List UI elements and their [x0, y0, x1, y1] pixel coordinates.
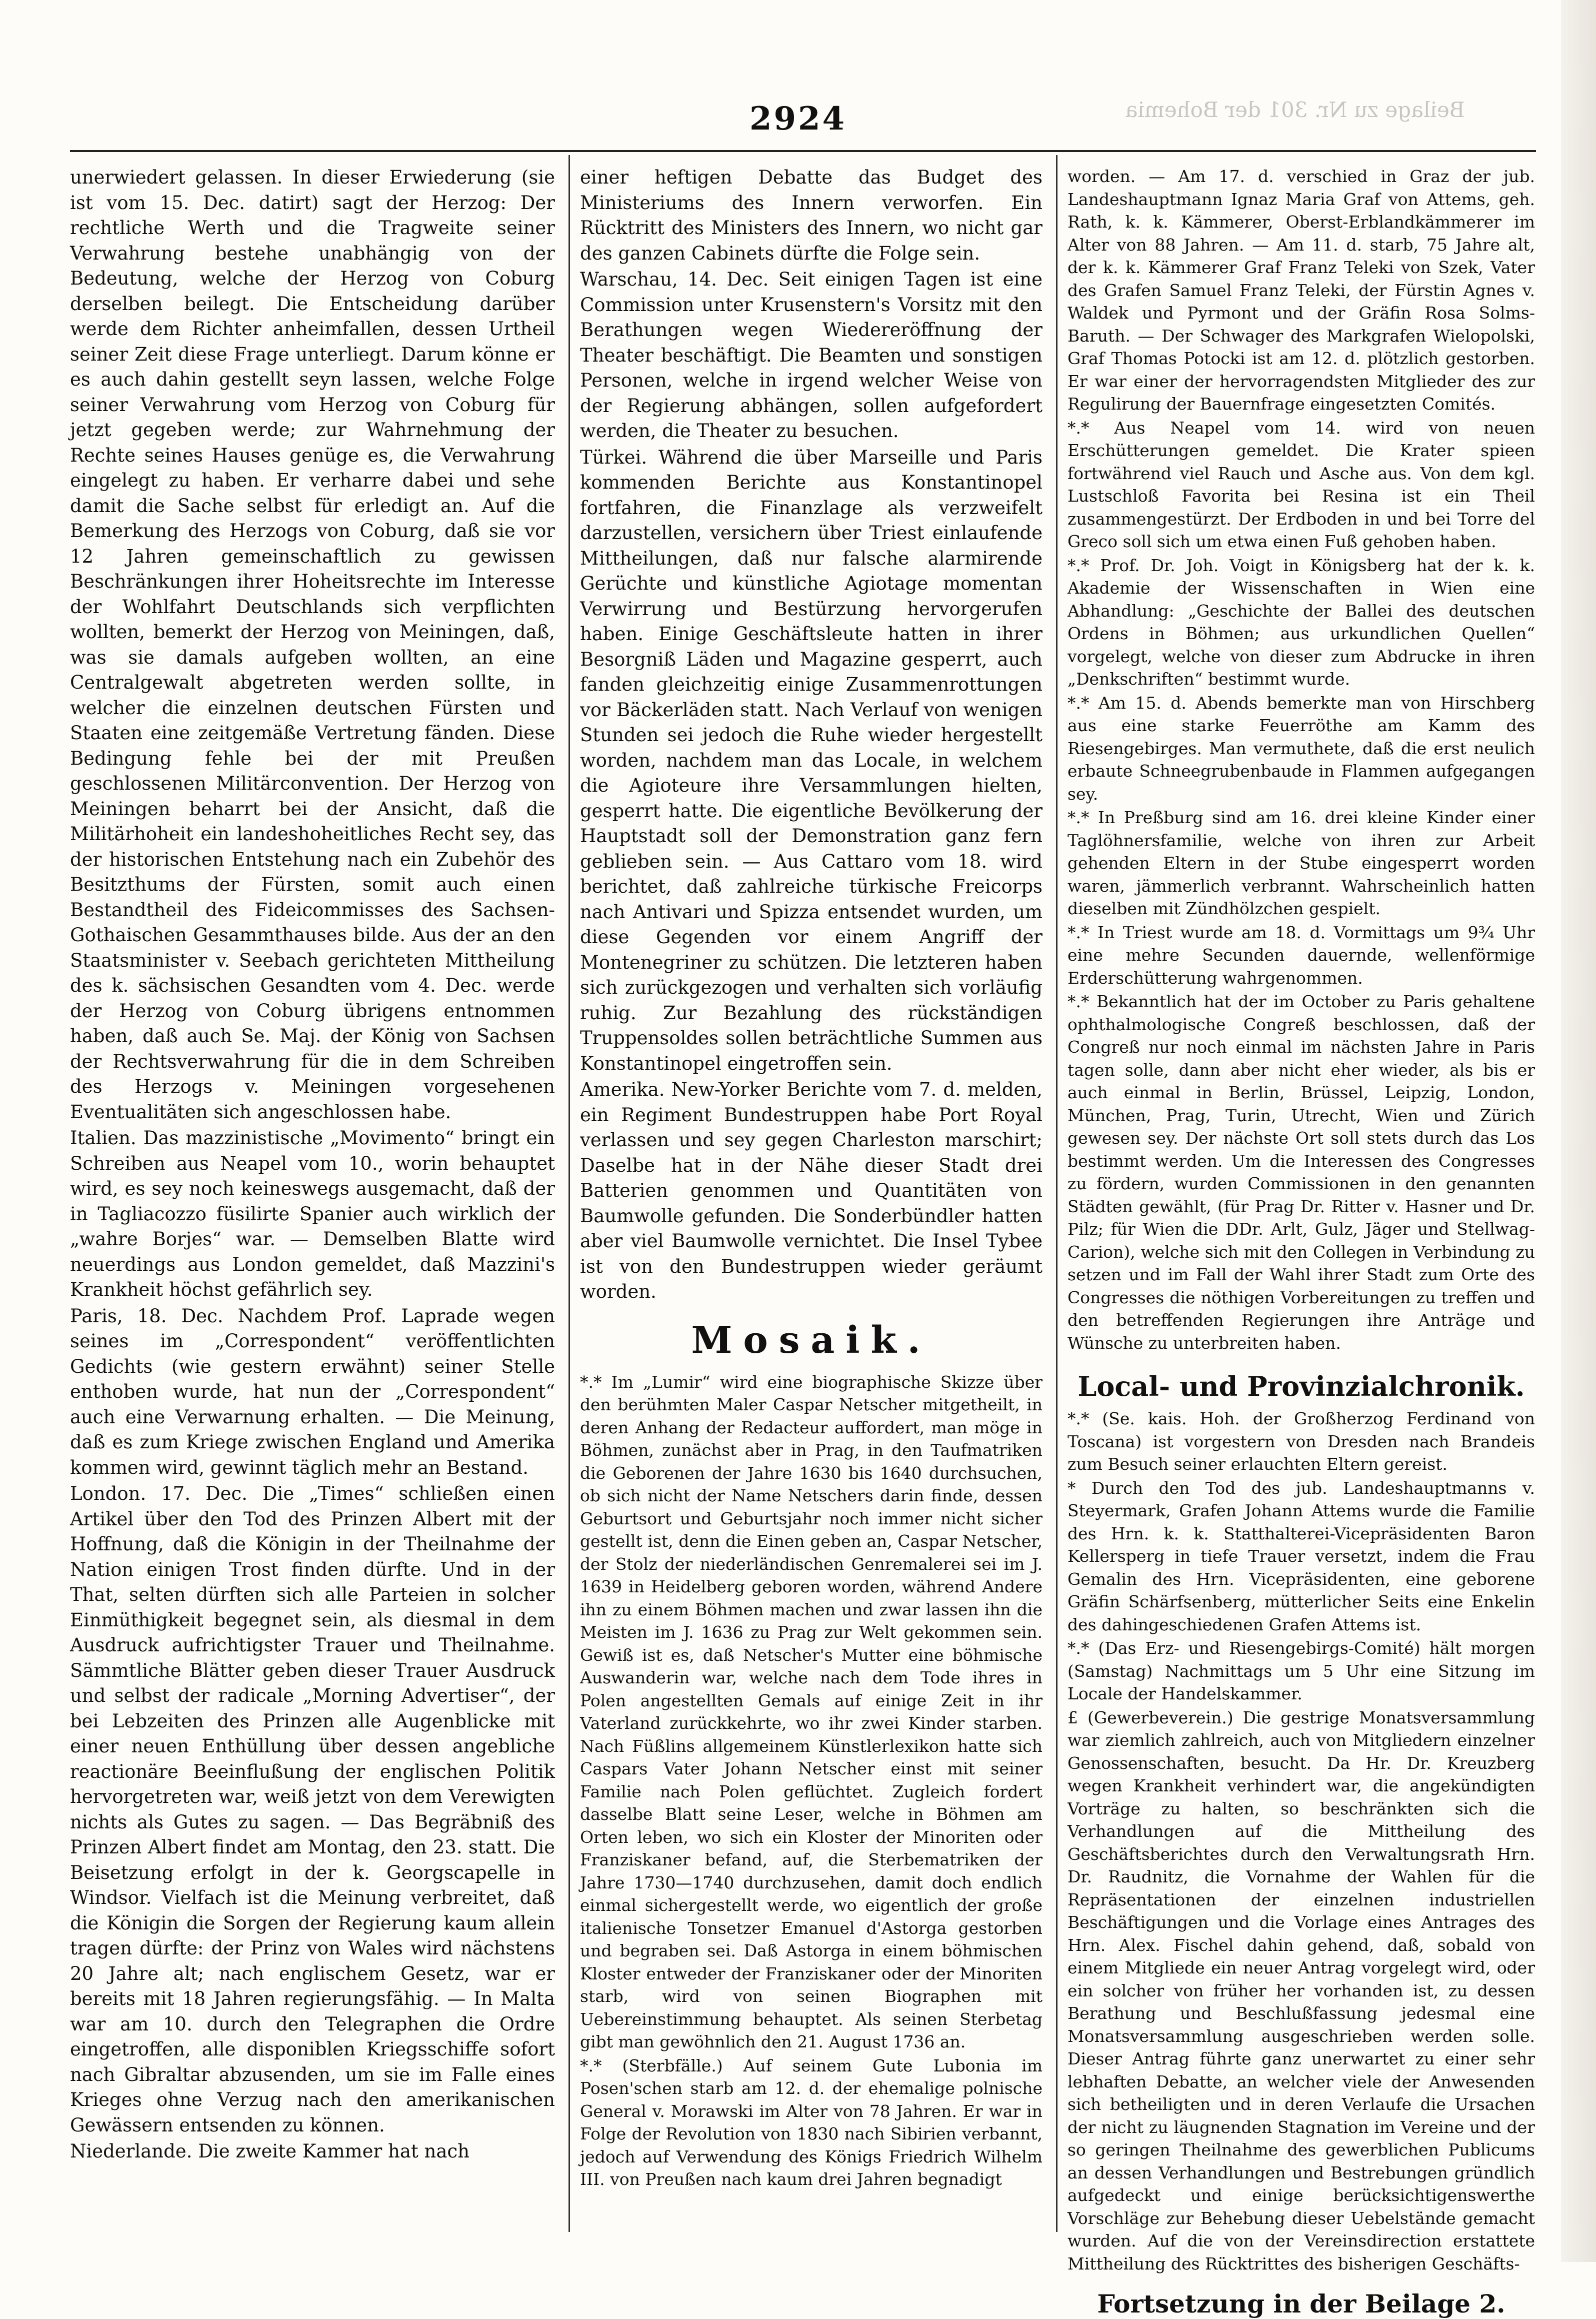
article-paris: Paris, 18. Dec. Nachdem Prof. Laprade wegen seines im „Correspondent“ veröffentlichten Gedichts (wie gestern erwähnt) seiner Stelle enthoben wurde, hat nun der „Correspondent“ auch eine Verwarnung erhalten. — Die Meinung, daß es zum Kriege zwischen England und Amerika kommen wird, gewinnt täglich mehr an Bestand.: [70, 1305, 555, 1478]
mosaik-item: *.* Im „Lumir“ wird eine biographische Skizze über den berühmten Maler Caspar Netscher mitgetheilt, in deren Anhang der Redacteur auffordert, man möge in Böhmen, zunächst aber in Prag, in den Taufmatriken die Geborenen der Jahre 1630 bis 1640 durchsuchen, ob sich nicht der Name Netschers darin finde, dessen Geburtsort und Geburtsjahr noch immer nicht sicher gestellt ist, denn die Einen geben an, Caspar Netscher, der Stolz der niederländischen Genremalerei sei im J. 1639 in Heidelberg geboren worden, während Andere ihn zu einem Böhmen machen und zwar lassen ihn die Meisten im J. 1636 zu Prag zur Welt gekommen sein. Gewiß ist es, daß Netscher's Mutter eine böhmische Auswanderin war, welche nach dem Tode ihres in Polen angestellten Gemals auf einige Zeit in ihr Vaterland zurückkehrte, wo ihr zwei Kinder starben. Nach Füßlins allgemeinem Künstlerlexikon hatte sich Caspars Vater Johann Netscher einst mit seiner Familie nach Polen geflüchtet. Zugleich fordert dasselbe Blatt seine Leser, welche in Böhmen am Orten leben, wo sich ein Kloster der Minoriten oder Franziskaner befand, auf, die Sterbematriken der Jahre 1730—1740 durchzusehen, damit doch endlich einmal sichergestellt werde, wo eigentlich der große italienische Tonsetzer Emanuel d'Astorga gestorben und begraben sei. Daß Astorga in einem böhmischen Kloster entweder der Franziskaner oder der Minoriten starb, wird von seinen Biographen mit Uebereinstimmung behauptet. Als seinen Sterbetag gibt man gewöhnlich den 21. August 1736 an.: [580, 1372, 1042, 2051]
news-item: *.* Am 15. d. Abends bemerkte man von Hirschberg aus eine starke Feuerröthe am Kamm des Riesengebirges. Man vermuthete, daß die erst neulich erbaute Schneegrubenbaude in Flammen aufgegangen sey.: [1068, 693, 1535, 804]
bleed-through-text: Beilage zu Nr. 301 der Bohemia: [1125, 98, 1465, 122]
article-warschau: Warschau, 14. Dec. Seit einigen Tagen ist eine Commission unter Krusenstern's Vorsitz mit den Berathungen wegen Wiedereröffnung der Theater beschäftigt. Die Beamten und sonstigen Personen, welche in irgend welcher Weise von der Regierung abhängen, sollen aufgefordert werden, die Theater zu besuchen.: [580, 269, 1042, 442]
article-italien: Italien. Das mazzinistische „Movimento“ bringt ein Schreiben aus Neapel vom 10., worin behauptet wird, es sey noch keineswegs ausgemacht, daß der in Tagliacozzo füsilirte Spanier auch wirklich der „wahre Borjes“ war. — Demselben Blatte wird neuerdings aus London gemeldet, daß Mazzini's Krankheit höchst gefährlich sey.: [70, 1127, 555, 1300]
column-rule-2: [1056, 155, 1058, 2232]
section-title-mosaik: Mosaik.: [691, 1318, 932, 1362]
column-rule-1: [568, 155, 570, 2232]
news-item: *.* In Triest wurde am 18. d. Vormittags um 9¾ Uhr eine mehre Secunden dauernde, wellenförmige Erderschütterung wahrgenommen.: [1068, 922, 1535, 988]
article-niederlande: Niederlande. Die zweite Kammer hat nach: [70, 2140, 470, 2162]
chronik-item: *.* (Das Erz- und Riesengebirgs-Comité) hält morgen (Samstag) Nachmittags um 5 Uhr eine Sitzung im Locale der Handelskammer.: [1068, 1638, 1535, 1703]
article-tuerkei: Türkei. Während die über Marseille und Paris kommenden Berichte aus Konstantinopel fortfahren, die Finanzlage als verzweifelt darzustellen, versichern über Triest einlaufende Mittheilungen, daß nur falsche alarmirende Gerüchte und künstliche Agiotage momentan Verwirrung und Bestürzung hervorgerufen haben. Einige Geschäftsleute hatten in ihrer Besorgniß Läden und Magazine gesperrt, auch fanden gleichzeitig einige Zusammenrottungen vor Bäckerläden statt. Nach Verlauf von wenigen Stunden sei jedoch die Ruhe wieder hergestellt worden, nachdem man das Locale, in welchem die Agioteure ihre Versammlungen hielten, gesperrt hatte. Die eigentliche Bevölkerung der Hauptstadt soll der Demonstration ganz fern geblieben sein. — Aus Cattaro vom 18. wird berichtet, daß zahlreiche türkische Freicorps nach Antivari und Spizza entsendet wurden, um diese Gegenden vor einem Angriff der Montenegriner zu schützen. Die letzteren haben sich zurückgezogen und verhalten sich vorläufig ruhig. Zur Bezahlung des rückständigen Truppensoldes sollen beträchtliche Summen aus Konstantinopel eingetroffen sein.: [580, 446, 1042, 1074]
article-amerika: Amerika. New-Yorker Berichte vom 7. d. melden, ein Regiment Bundestruppen habe Port Royal verlassen und sey gegen Charleston marschirt; Daselbe hat in der Nähe dieser Stadt drei Batterien genommen und Quantitäten von Baumwolle gefunden. Die Sonderbündler hatten aber viel Baumwolle vernichtet. Die Insel Tybee ist von den Bundestruppen wieder geräumt worden.: [580, 1079, 1042, 1302]
page-edge-shadow: [1561, 0, 1596, 2262]
column-3: [1068, 165, 1535, 2318]
mosaik-item: *.* (Sterbfälle.) Auf seinem Gute Lubonia im Posen'schen starb am 12. d. der ehemalige polnische General v. Morawski im Alter von 78 Jahren. Er war in Folge der Revolution von 1830 nach Sibirien verbannt, jedoch auf Verwendung des Königs Friedrich Wilhelm III. von Preußen nach kaum drei Jahren begnadigt: [580, 2055, 1042, 2189]
news-item: *.* Bekanntlich hat der im October zu Paris gehaltene ophthalmologische Congreß beschlossen, daß der Congreß nur noch einmal im nächsten Jahre in Paris tagen solle, dann aber nicht eher wieder, als bis er auch einmal in Berlin, Brüssel, Leipzig, London, München, Prag, Turin, Utrecht, Wien und Zürich gewesen sey. Der nächste Ort soll stets durch das Los bestimmt werden. Um die Interessen des Congresses zu fördern, wurden Commissionen in den genannten Städten gewählt, (für Prag Dr. Ritter v. Hasner und Dr. Pilz; für Wien die DDr. Arlt, Gulz, Jäger und Stellwag-Carion), welche sich mit den Collegen in Verbindung zu setzen und im Fall der Wahl ihrer Stadt zum Orte des Congresses die nöthigen Vorbereitungen zu treffen und den betreffenden Regierungen ihre Anträge und Wünsche zu unterbreiten haben.: [1068, 992, 1535, 1353]
news-item: *.* Prof. Dr. Joh. Voigt in Königsberg hat der k. k. Akademie der Wissenschaften in Wien eine Abhandlung: „Geschichte der Ballei des deutschen Ordens in Böhmen; aus urkundlichen Quellen“ vorgelegt, welche von dieser zum Abdrucke in ihren „Denkschriften“ bestimmt wurde.: [1068, 555, 1535, 689]
news-item: *.* In Preßburg sind am 16. drei kleine Kinder einer Taglöhnersfamilie, welche von ihren zur Arbeit gehenden Eltern in der Stube eingesperrt worden waren, jämmerlich verbrannt. Wahrscheinlich hatten dieselben mit Zündhölzchen gespielt.: [1068, 808, 1535, 918]
chronik-item: * Durch den Tod des jub. Landeshauptmanns v. Steyermark, Grafen Johann Attems wurde die Familie des Hrn. k. k. Statthalterei-Vicepräsidenten Baron Kellersperg in tiefe Trauer versetzt, indem die Frau Gemalin des Hrn. Vicepräsidenten, eine geborene Gräfin Schärfsenberg, mütterlicher Seits eine Enkelin des dahingeschiedenen Grafen Attems ist.: [1068, 1478, 1535, 1634]
column-1: [70, 165, 555, 2215]
article-paragraph: unerwiedert gelassen. In dieser Erwiederung (sie ist vom 15. Dec. datirt) sagt der Herzog: Der rechtliche Werth und die Tragweite seiner Verwahrung bestehe unabhängig von der Bedeutung, welche der Herzog von Coburg derselben beilegt. Die Entscheidung darüber werde dem Richter anheimfallen, dessen Urtheil seiner Zeit diese Frage unterliegt. Darum könne er es auch dahin gestellt seyn lassen, welche Folge seiner Verwahrung vom Herzog von Coburg für jetzt gegeben werde; zur Wahrnehmung der Rechte seines Hauses genüge es, die Verwahrung eingelegt zu haben. Er verharre dabei und sehe damit die Sache selbst für erledigt an. Auf die Bemerkung des Herzogs von Coburg, daß sie vor 12 Jahren gemeinschaftlich zu gewissen Beschränkungen ihrer Hoheitsrechte im Interesse der Wohlfahrt Deutschlands sich verpflichten wollten, bemerkt der Herzog von Meiningen, daß, was sie damals aufgeben wollten, an eine Centralgewalt abgetreten werden sollte, in welcher die einzelnen deutschen Fürsten und Staaten eine zeitgemäße Vertretung fänden. Diese Bedingung fehle bei der mit Preußen geschlossenen Militärconvention. Der Herzog von Meiningen beharrt bei der Ansicht, daß die Militärhoheit ein landeshoheitliches Recht sey, das der historischen Entstehung nach ein Zubehör des Besitzthums der Fürsten, somit auch einen Bestandtheil des Fideicommisses des Sachsen-Gothaischen Gesammthauses bilde. Aus der an den Staatsminister v. Seebach gerichteten Mittheilung des k. sächsischen Gesandten vom 4. Dec. werde der Herzog von Coburg übrigens entnommen haben, daß auch Se. Maj. der König von Sachsen der Rechtsverwahrung für die in dem Schreiben des Herzogs v. Meiningen vorgesehenen Eventualitäten sich angeschlossen habe.: [70, 167, 555, 1123]
news-item: worden. — Am 17. d. verschied in Graz der jub. Landeshauptmann Ignaz Maria Graf von Attems, geh. Rath, k. k. Kämmerer, Oberst-Erblandkämmerer im Alter von 88 Jahren. — Am 11. d. starb, 75 Jahre alt, der k. k. Kämmerer Graf Franz Teleki von Szek, Vater des Grafen Samuel Franz Teleki, der Fürstin Agnes v. Waldek und Pyrmont und der Gräfin Rosa Solms-Baruth. — Der Schwager des Markgrafen Wielopolski, Graf Thomas Potocki ist am 12. d. plötzlich gestorben. Er war einer der hervorragendsten Mitglieder des zur Regulirung der Bauernfrage eingesetzten Comités.: [1068, 167, 1535, 414]
continuation-note: Fortsetzung in der Beilage 2.: [1097, 2289, 1506, 2318]
column-2: [580, 165, 1042, 2215]
article-london: London. 17. Dec. Die „Times“ schließen einen Artikel über den Tod des Prinzen Albert mit der Hoffnung, daß die Königin in der Theilnahme der Nation einigen Trost finden dürfte. Und in der That, selten dürften sich alle Parteien in solcher Einmüthigkeit begegnet sein, als diesmal in dem Ausdruck aufrichtigster Trauer und Theilnahme. Sämmtliche Blätter geben dieser Trauer Ausdruck und selbst der radicale „Morning Advertiser“, der bei Lebzeiten des Prinzen alle Augenblicke mit einer neuen Enthüllung über dessen angebliche reactionäre Beeinflußung der englischen Politik hervorgetreten war, weiß jetzt von dem Verewigten nichts als Gutes zu sagen. — Das Begräbniß des Prinzen Albert findet am Montag, den 23. statt. Die Beisetzung erfolgt in der k. Georgscapelle in Windsor. Vielfach ist die Meinung verbreitet, daß die Königin die Sorgen der Regierung kaum allein tragen dürfte: der Prinz von Wales wird nächstens 20 Jahre alt; nach englischem Gesetz, war er bereits mit 18 Jahren regierungsfähig. — In Malta war am 10. durch den Telegraphen die Ordre eingetroffen, alle disponiblen Kriegsschiffe sofort nach Gibraltar abzusenden, um sie im Falle eines Krieges ohne Verzug nach den amerikanischen Gewässern entsenden zu können.: [70, 1483, 555, 2136]
article-paragraph: einer heftigen Debatte das Budget des Ministeriums des Innern verworfen. Ein Rücktritt des Ministers des Innern, wo nicht gar des ganzen Cabinets dürfte die Folge sein.: [580, 167, 1042, 264]
chronik-item: £ (Gewerbeverein.) Die gestrige Monatsversammlung war ziemlich zahlreich, auch von Mitgliedern einzelner Genossenschaften, besucht. Da Hr. Dr. Kreuzberg wegen Krankheit verhindert war, die angekündigten Vorträge zu halten, so beschränkten sich die Verhandlungen auf die Mittheilung des Geschäftsberichtes durch den Verwaltungsrath Hrn. Dr. Raudnitz, die Vornahme der Wahlen für die Repräsentationen der einzelnen industriellen Beschäftigungen und die Vorlage eines Antrages des Hrn. Alex. Fischel dahin gehend, daß, sobald von einem Mitgliede ein neuer Antrag vorgelegt wird, oder ein solcher von früher her vorhanden ist, zu dessen Berathung und Beschlußfassung jedesmal eine Monatsversammlung ausgeschrieben werden solle. Dieser Antrag führte ganz unerwartet zu einer sehr lebhaften Debatte, an welcher viele der Anwesenden sich betheiligten und in deren Verlaufe die Ursachen der nicht zu läugnenden Stagnation im Vereine und der so geringen Theilnahme des gewerblichen Publicums an dessen Verhandlungen und Bestrebungen gründlich aufgedeckt und einige berücksichtigenswerthe Vorschläge zur Behebung dieser Uebelstände gemacht wurden. Auf die von der Vereinsdirection erstattete Mittheilung des Rücktrittes des bisherigen Geschäfts-: [1068, 1707, 1535, 2273]
page-number: 2924: [749, 100, 847, 138]
chronik-item: *.* (Se. kais. Hoh. der Großherzog Ferdinand von Toscana) ist vorgestern von Dresden nach Brandeis zum Besuch seiner erlauchten Eltern gereist.: [1068, 1409, 1535, 1474]
header-rule: [70, 150, 1536, 152]
section-title-local-chronik: Local- und Provinzialchronik.: [1078, 1370, 1525, 1402]
news-item: *.* Aus Neapel vom 14. wird von neuen Erschütterungen gemeldet. Die Krater spieen fortwährend viel Rauch und Asche aus. Von dem kgl. Lustschloß Favorita bei Resina ist ein Theil zusammengestürzt. Der Erdboden in und bei Torre del Greco soll sich um etwa einen Fuß gehoben haben.: [1068, 418, 1535, 551]
